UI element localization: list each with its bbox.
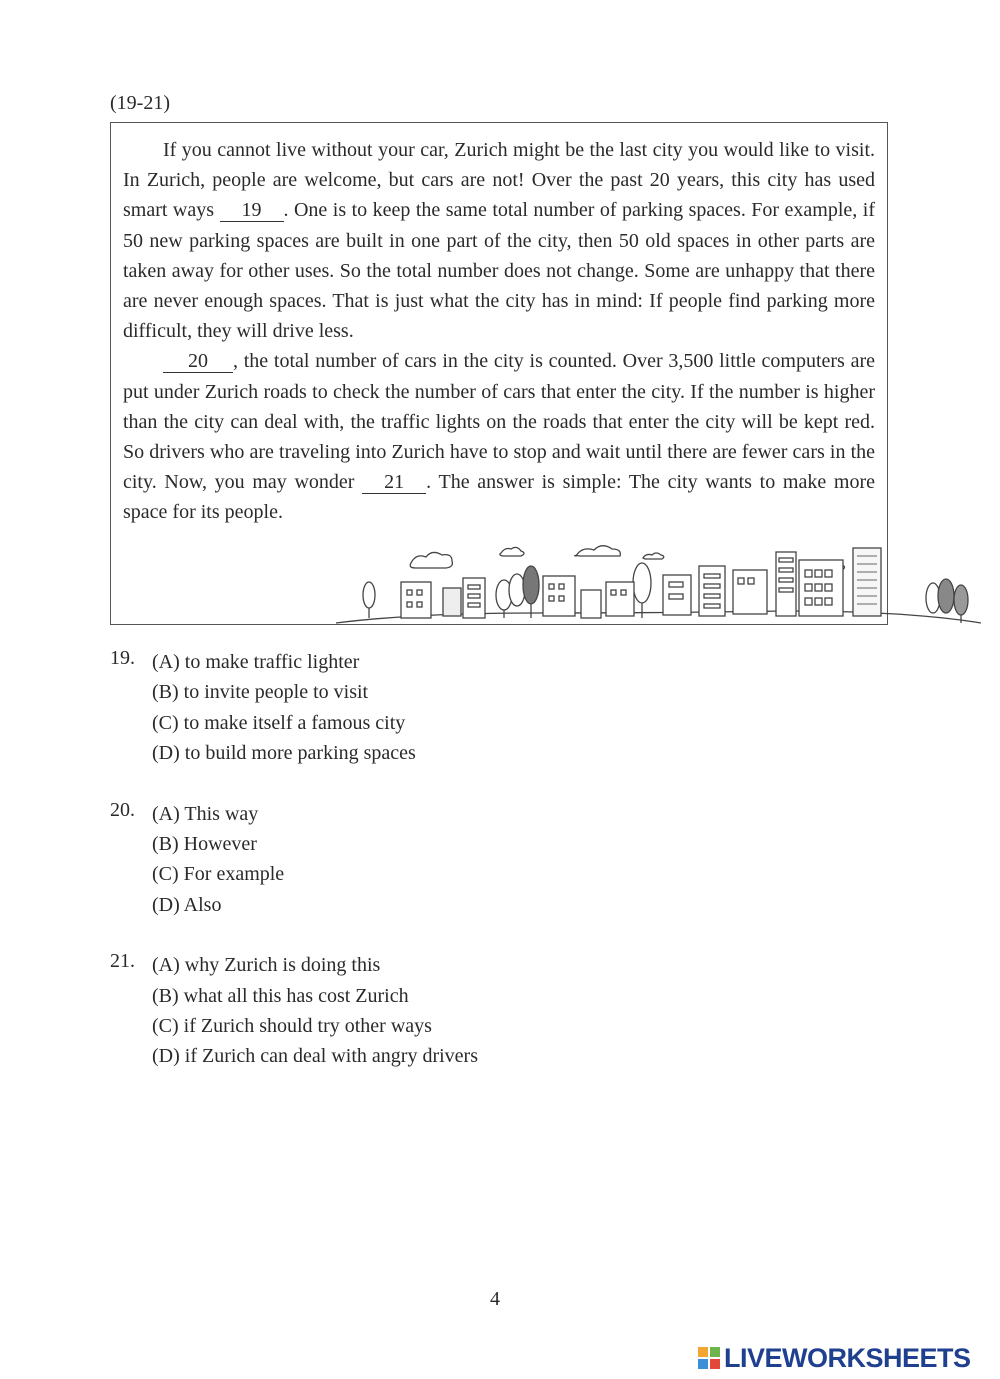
passage-text: . The answer is simple: The city wants to make more space for its people. xyxy=(123,471,875,524)
passage-text: If you cannot live without your car, Zurich might be the last city you would like to visit. In Zurich, people are welcome, but cars are not! Over the past 20 years, this city has used smart ways xyxy=(123,139,875,222)
option-d[interactable]: (D) Also xyxy=(152,893,222,916)
option-a[interactable]: (A) to make traffic lighter xyxy=(152,651,360,673)
question-20 xyxy=(110,799,478,920)
reading-passage xyxy=(110,122,888,625)
logo-square xyxy=(710,1347,720,1357)
question-number: 20. xyxy=(110,798,135,821)
option-d[interactable]: (D) if Zurich can deal with angry drivers xyxy=(152,1045,478,1068)
brand-name: LIVEWORKSHEETS xyxy=(724,1342,971,1373)
passage-text: , the total number of cars in the city is counted. Over 3,500 little computers are put under Zurich roads to check the number of cars that enter the city. If the number is higher than the city can deal with, the traffic lights on the roads that enter the city will be kept red. So drivers who are traveling into Zurich have to stop and wait until there are fewer cars in the city. Now, you may wonder xyxy=(123,350,875,494)
option-b[interactable]: (B) to invite people to visit xyxy=(152,681,369,704)
option-b[interactable]: (B) what all this has cost Zurich xyxy=(152,984,409,1007)
blank-20[interactable]: 20 xyxy=(163,350,233,373)
question-19 xyxy=(110,647,478,768)
passage-paragraph-1 xyxy=(123,135,875,346)
option-a[interactable]: (A) This way xyxy=(152,802,259,825)
question-21 xyxy=(110,950,478,1071)
question-number: 21. xyxy=(110,950,135,973)
option-a[interactable]: (A) why Zurich is doing this xyxy=(152,954,381,977)
question-range: (19-21) xyxy=(110,92,170,114)
option-c[interactable]: (C) if Zurich should try other ways xyxy=(152,1014,432,1037)
option-c[interactable]: (C) to make itself a famous city xyxy=(152,711,406,734)
passage-text: . One is to keep the same total number of parking spaces. For example, if 50 new parking spaces are built in one part of the city, then 50 old spaces in other parts are taken away for other uses. So the total number does not change. Some are unhappy that there are never enough spaces. That is just what the city has in mind: If people find parking more difficult, they will drive less. xyxy=(123,199,875,343)
city-skyline-illustration xyxy=(221,538,981,628)
question-number: 19. xyxy=(110,647,135,669)
question-list xyxy=(110,647,478,1102)
logo-square xyxy=(698,1347,708,1357)
option-c[interactable]: (C) For example xyxy=(152,863,285,886)
blank-21[interactable]: 21 xyxy=(362,471,426,494)
option-b[interactable]: (B) However xyxy=(152,832,257,855)
logo-squares-icon xyxy=(698,1347,720,1369)
liveworksheets-logo[interactable] xyxy=(698,1343,971,1373)
option-d[interactable]: (D) to build more parking spaces xyxy=(152,741,416,764)
page-number: 4 xyxy=(490,1288,500,1310)
logo-square xyxy=(698,1359,708,1369)
blank-19[interactable]: 19 xyxy=(220,199,284,222)
passage-paragraph-2 xyxy=(123,346,875,527)
logo-square xyxy=(710,1359,720,1369)
